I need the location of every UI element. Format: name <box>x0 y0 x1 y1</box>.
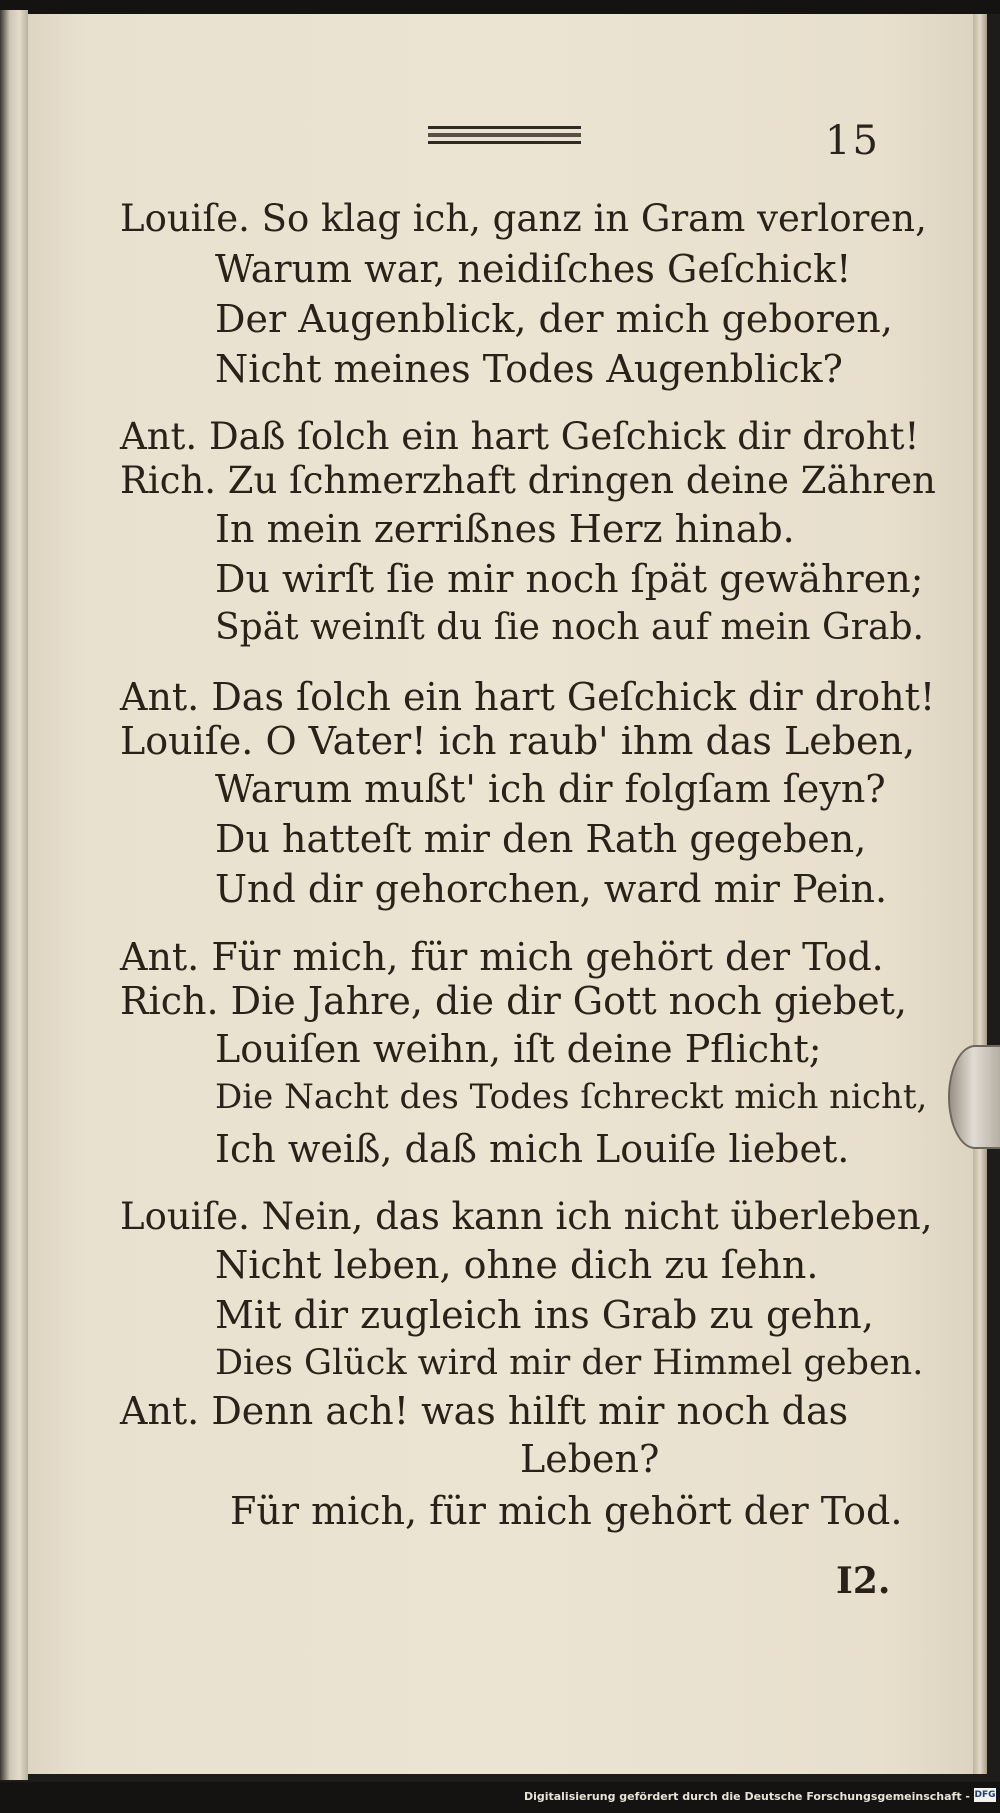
text-line: Louiſe. Nein, das kann ich nicht überleben, <box>120 1195 933 1238</box>
text-line: In mein zerrißnes Herz hinab. <box>215 507 795 551</box>
signature-mark: I2. <box>836 1560 891 1602</box>
text-line: Louiſe. So klag ich, ganz in Gram verloren, <box>120 197 927 240</box>
page-number: 15 <box>825 118 880 164</box>
footer-bar <box>0 1782 1000 1813</box>
text-line: Warum war, neidiſches Geſchick! <box>215 247 852 291</box>
text-line: Leben? <box>520 1437 660 1481</box>
text-line: Nicht leben, ohne dich zu ſehn. <box>215 1243 819 1287</box>
page-clip <box>948 1045 1000 1149</box>
text-line: Für mich, für mich gehört der Tod. <box>230 1489 903 1533</box>
text-line: Ant. Das ſolch ein hart Geſchick dir droht! <box>120 675 936 719</box>
text-line: Nicht meines Todes Augenblick? <box>215 347 843 391</box>
text-line: Warum mußt' ich dir folgſam ſeyn? <box>215 767 886 811</box>
text-line: Spät weinſt du ſie noch auf mein Grab. <box>215 607 924 648</box>
text-line: Louiſen weihn, iſt deine Pflicht; <box>215 1027 822 1071</box>
text-line: Mit dir zugleich ins Grab zu gehn, <box>215 1293 874 1337</box>
text-line: Rich. Die Jahre, die dir Gott noch giebet, <box>120 979 907 1023</box>
header-ornament <box>428 126 581 148</box>
text-line: Ant. Für mich, für mich gehört der Tod. <box>120 935 884 979</box>
text-line: Du hatteſt mir den Rath gegeben, <box>215 817 867 861</box>
dfg-logo: DFG <box>974 1790 996 1800</box>
text-line: Louiſe. O Vater! ich raub' ihm das Leben, <box>120 719 916 763</box>
text-line: Rich. Zu ſchmerzhaft dringen deine Zähren <box>120 459 936 502</box>
text-line: Ant. Denn ach! was hilft mir noch das <box>120 1389 849 1433</box>
text-line: Ant. Daß ſolch ein hart Geſchick dir droht! <box>120 415 920 458</box>
funding-credit: Digitalisierung gefördert durch die Deutsche Forschungsgemeinschaft - <box>523 1790 970 1803</box>
page-stack-edge <box>973 14 987 1774</box>
text-line: Ich weiß, daß mich Louiſe liebet. <box>215 1127 850 1171</box>
text-line: Und dir gehorchen, ward mir Pein. <box>215 867 888 911</box>
text-line: Die Nacht des Todes ſchreckt mich nicht, <box>215 1077 928 1117</box>
book-left-edge <box>0 10 28 1780</box>
scan-top-border <box>0 0 1000 14</box>
text-line: Du wirſt ſie mir noch ſpät gewähren; <box>215 557 924 601</box>
text-line: Dies Glück wird mir der Himmel geben. <box>215 1343 924 1383</box>
text-line: Der Augenblick, der mich geboren, <box>215 297 893 341</box>
